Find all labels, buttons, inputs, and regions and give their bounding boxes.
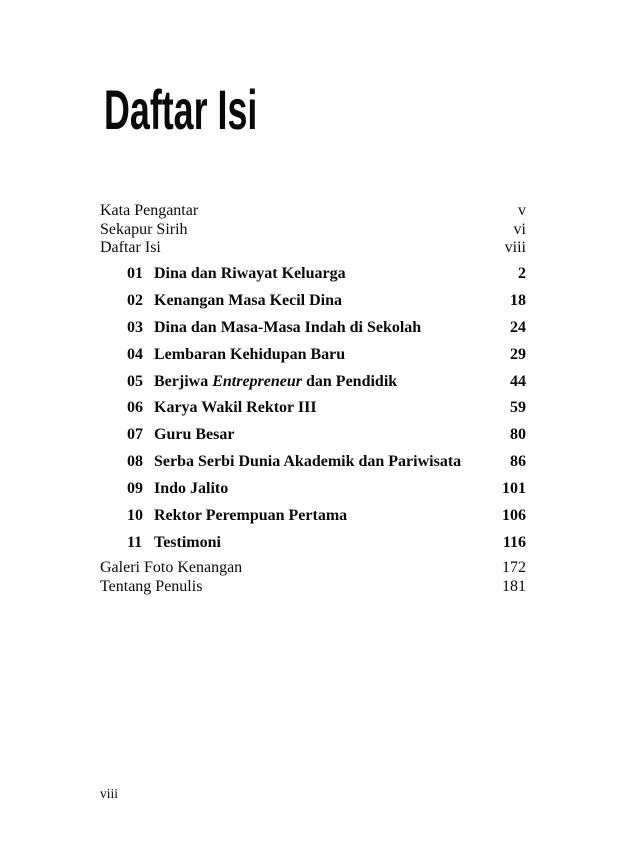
toc-chapter-row [100,395,526,422]
toc-entry-label: Galeri Foto Kenangan [100,559,243,577]
toc-chapter-row [100,422,526,449]
chapter-number: 09 [127,480,143,498]
chapter-title-part: dan Pendidik [302,372,398,390]
toc-row [100,559,526,578]
toc-entry-label: Kata Pengantar [100,202,199,219]
chapter-title [154,399,510,417]
chapter-title-part: Dina dan Masa-Masa Indah di Sekolah [154,318,422,336]
chapter-page: 59 [510,399,526,417]
page-title: Daftar Isi [104,78,258,141]
chapter-page: 80 [510,426,526,444]
toc-row [100,578,526,597]
chapter-title-part: Indo Jalito [154,480,229,498]
toc-chapter-row [100,261,526,288]
chapter-number: 06 [127,399,143,417]
toc-chapter-row [100,449,526,476]
chapter-title-part: Testimoni [154,533,221,551]
toc-front-matter [100,202,526,258]
toc-chapter-row [100,341,526,368]
chapter-number: 02 [127,291,143,309]
chapter-title-part: Guru Besar [154,426,235,444]
toc-entry-label: Sekapur Sirih [100,220,188,238]
table-of-contents [100,202,526,596]
toc-back-matter [100,559,526,596]
chapter-title-part: Serba Serbi Dunia Akademik dan Pariwisata [154,453,462,471]
chapter-number: 07 [127,426,143,444]
chapter-number: 11 [127,533,143,551]
chapter-title-part: Berjiwa [154,372,213,390]
toc-entry-page: vi [513,220,526,238]
toc-entry-label: Daftar Isi [100,239,161,256]
chapter-title [154,507,502,525]
chapter-page: 44 [510,372,526,390]
chapter-title-part: Kenangan Masa Kecil Dina [154,291,343,309]
toc-entry-page: 172 [502,559,526,577]
chapter-title [154,319,510,337]
chapter-number: 10 [127,506,143,524]
toc-entry-page: v [518,202,526,219]
chapter-number: 01 [127,264,143,282]
toc-chapter-row [100,287,526,314]
chapter-number: 03 [127,318,143,336]
chapter-title [154,453,510,471]
footer-page-number: viii [100,786,119,801]
chapter-title-part: Dina dan Riwayat Keluarga [154,264,346,282]
toc-chapter-row [100,476,526,503]
chapter-page: 2 [518,264,526,282]
chapter-title-part: Lembaran Kehidupan Baru [154,345,346,363]
toc-entry-page: viii [504,239,526,256]
chapter-number: 04 [127,345,143,363]
chapter-page: 24 [510,318,526,336]
toc-entry-page: 181 [502,577,526,595]
chapter-title-part: Karya Wakil Rektor III [154,399,317,417]
chapter-title [154,292,510,310]
chapter-title [154,346,510,364]
chapter-page: 86 [510,453,526,471]
toc-chapters [100,261,526,557]
toc-row [100,239,526,258]
toc-row [100,221,526,240]
chapter-number: 08 [127,453,143,471]
chapter-page: 106 [502,506,526,524]
chapter-title [154,426,510,444]
chapter-title [154,265,518,283]
chapter-page: 29 [510,345,526,363]
chapter-page: 18 [510,291,526,309]
chapter-title [154,534,503,552]
chapter-title-part: Rektor Perempuan Pertama [154,506,348,524]
toc-chapter-row [100,368,526,395]
chapter-title [154,373,510,391]
chapter-page: 101 [502,480,526,498]
toc-row [100,202,526,221]
chapter-number: 05 [127,372,143,390]
toc-chapter-row [100,503,526,530]
chapter-page: 116 [502,533,526,551]
chapter-title [154,480,502,498]
chapter-title-part: Entrepreneur [212,372,302,390]
toc-chapter-row [100,314,526,341]
toc-chapter-row [100,529,526,556]
toc-entry-label: Tentang Penulis [100,577,203,595]
